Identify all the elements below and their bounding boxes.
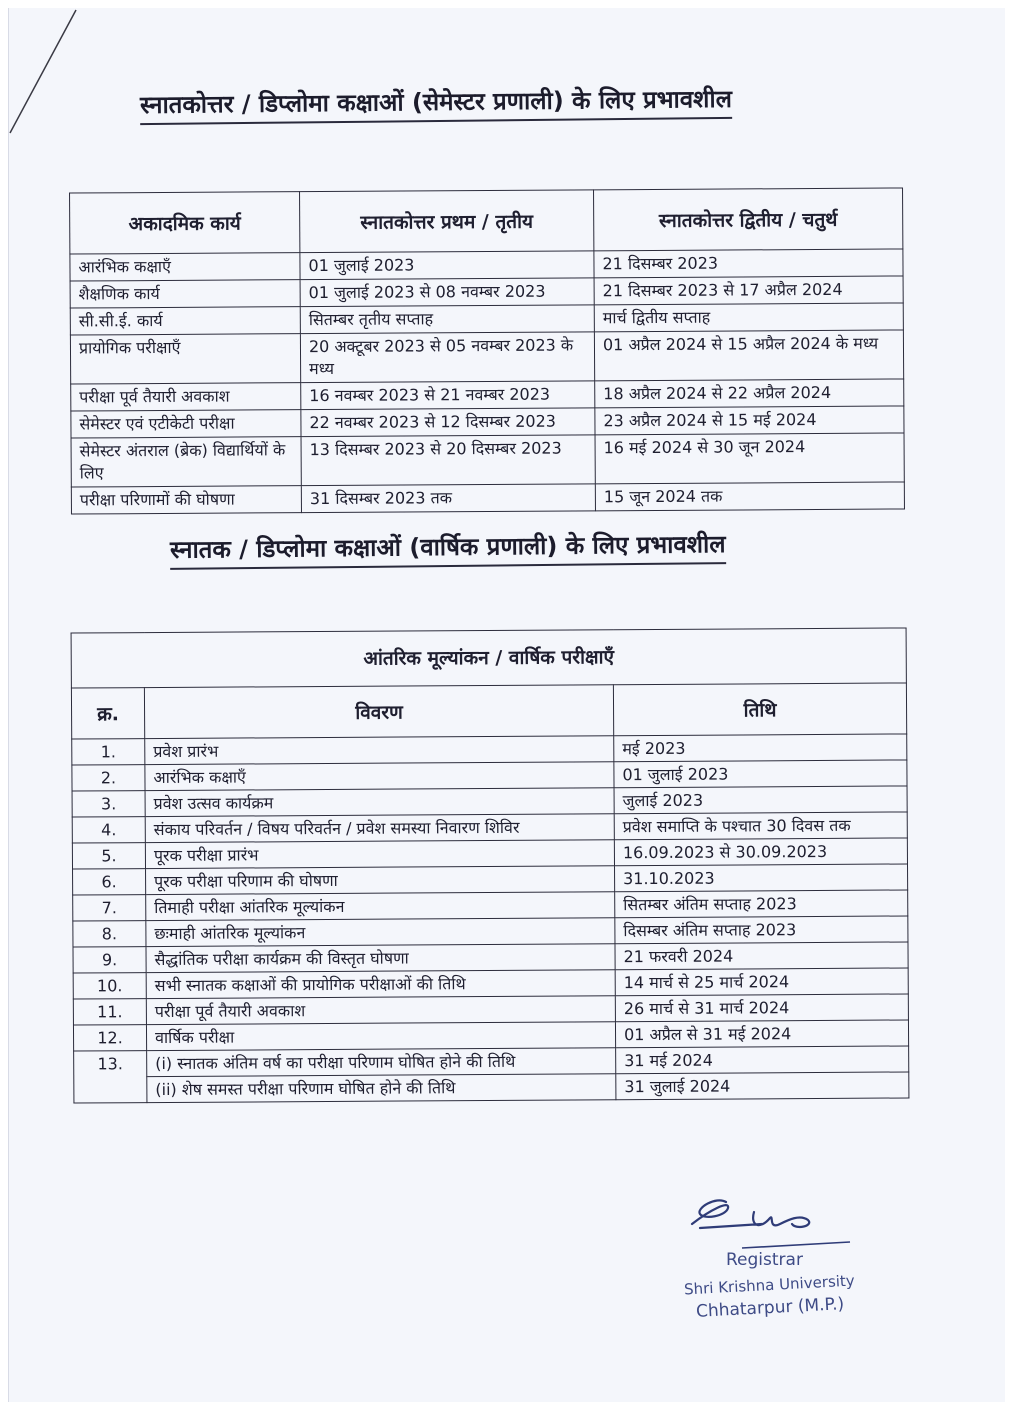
cell-description: वार्षिक परीक्षा [146, 1022, 615, 1051]
table-ug-schedule [71, 627, 910, 1103]
table-caption-row [71, 628, 906, 688]
cell-serial: 3. [72, 791, 145, 817]
table-caption: आंतरिक मूल्यांकन / वार्षिक परीक्षाएँ [71, 628, 906, 688]
cell-serial: 5. [72, 843, 145, 869]
folded-corner-mark [8, 8, 78, 138]
cell-date: जुलाई 2023 [614, 786, 907, 814]
table-row [70, 330, 903, 384]
cell-description: सैद्धांतिक परीक्षा कार्यक्रम की विस्तृत घोषणा [146, 944, 615, 973]
cell-date: 31 मई 2024 [616, 1046, 909, 1074]
cell-date: 16 नवम्बर 2023 से 21 नवम्बर 2023 [301, 381, 595, 410]
cell-activity: परीक्षा परिणामों की घोषणा [71, 486, 301, 514]
cell-description: सभी स्नातक कक्षाओं की प्रायोगिक परीक्षाओं की तिथि [146, 970, 615, 999]
cell-date: 22 नवम्बर 2023 से 12 दिसम्बर 2023 [301, 408, 595, 437]
cell-serial: 8. [73, 921, 146, 947]
table-pg-schedule [69, 187, 905, 514]
signature-org: Shri Krishna University [683, 1271, 856, 1299]
col-header-pg-second-fourth: स्नातकोत्तर द्वितीय / चतुर्थ [594, 188, 903, 251]
cell-date: 01 जुलाई 2023 से 08 नवम्बर 2023 [300, 278, 594, 307]
cell-serial: 2. [72, 765, 145, 791]
cell-date: 16.09.2023 से 30.09.2023 [614, 838, 907, 866]
cell-date: 01 जुलाई 2023 [300, 251, 594, 280]
cell-serial: 10. [73, 973, 146, 999]
cell-activity: शैक्षणिक कार्य [70, 280, 300, 308]
table-row [74, 1072, 909, 1103]
cell-date: 23 अप्रैल 2024 से 15 मई 2024 [595, 406, 904, 435]
cell-serial: 4. [72, 817, 145, 843]
cell-date: सितम्बर तृतीय सप्ताह [300, 305, 594, 334]
col-header-date: तिथि [613, 683, 906, 736]
table-header-row [70, 188, 903, 254]
cell-description: (ii) शेष समस्त परीक्षा परिणाम घोषित होने की तिथि [147, 1074, 616, 1103]
cell-date: सितम्बर अंतिम सप्ताह 2023 [615, 890, 908, 918]
cell-date: प्रवेश समाप्ति के पश्चात 30 दिवस तक [614, 812, 907, 840]
cell-serial: 1. [72, 739, 145, 765]
cell-description: आरंभिक कक्षाएँ [145, 762, 614, 791]
signature-place: Chhatarpur (M.P.) [695, 1294, 845, 1322]
cell-date: 26 मार्च से 31 मार्च 2024 [615, 994, 908, 1022]
cell-description: (i) स्नातक अंतिम वर्ष का परीक्षा परिणाम घोषित होने की तिथि [147, 1048, 616, 1077]
cell-date: 01 अप्रैल से 31 मई 2024 [615, 1020, 908, 1048]
cell-date: 15 जून 2024 तक [595, 482, 904, 511]
cell-description: पूरक परीक्षा परिणाम की घोषणा [146, 866, 615, 895]
cell-date: 31 दिसम्बर 2023 तक [301, 484, 595, 513]
heading-ug-annual: स्नातक / डिप्लोमा कक्षाओं (वार्षिक प्रणाली) के लिए प्रभावशील [170, 527, 726, 570]
cell-description: संकाय परिवर्तन / विषय परिवर्तन / प्रवेश समस्या निवारण शिविर [145, 814, 614, 843]
cell-date: 01 अप्रैल 2024 से 15 अप्रैल 2024 के मध्य [594, 330, 903, 381]
signature-block [660, 1190, 880, 1340]
cell-description: प्रवेश उत्सव कार्यक्रम [145, 788, 614, 817]
cell-date: मार्च द्वितीय सप्ताह [594, 303, 903, 332]
cell-serial: 9. [73, 947, 146, 973]
table-row [71, 482, 904, 514]
col-header-pg-first-third: स्नातकोत्तर प्रथम / तृतीय [300, 190, 594, 253]
col-header-description: विवरण [144, 685, 613, 739]
cell-serial: 7. [73, 895, 146, 921]
cell-date: 21 दिसम्बर 2023 से 17 अप्रैल 2024 [594, 276, 903, 305]
cell-date: दिसम्बर अंतिम सप्ताह 2023 [615, 916, 908, 944]
cell-description: छःमाही आंतरिक मूल्यांकन [146, 918, 615, 947]
cell-description: पूरक परीक्षा प्रारंभ [145, 840, 614, 869]
cell-date: 13 दिसम्बर 2023 से 20 दिसम्बर 2023 [301, 435, 595, 486]
cell-activity: प्रायोगिक परीक्षाएँ [70, 334, 300, 384]
cell-date: 18 अप्रैल 2024 से 22 अप्रैल 2024 [595, 379, 904, 408]
handwritten-signature [670, 1190, 870, 1254]
cell-date: 21 फरवरी 2024 [615, 942, 908, 970]
cell-activity: सेमेस्टर एवं एटीकेटी परीक्षा [71, 410, 301, 438]
cell-date: 21 दिसम्बर 2023 [594, 249, 903, 278]
col-header-activity: अकादमिक कार्य [70, 192, 300, 254]
cell-activity: आरंभिक कक्षाएँ [70, 253, 300, 281]
cell-activity: सेमेस्टर अंतराल (ब्रेक) विद्यार्थियों के लिए [71, 437, 301, 487]
table-header-row [71, 683, 906, 739]
cell-date: 20 अक्टूबर 2023 से 05 नवम्बर 2023 के मध्य [300, 332, 594, 383]
signature-title: Registrar [726, 1250, 803, 1270]
cell-date: मई 2023 [614, 734, 907, 762]
cell-date: 14 मार्च से 25 मार्च 2024 [615, 968, 908, 996]
cell-serial: 13. [74, 1051, 147, 1103]
cell-description: परीक्षा पूर्व तैयारी अवकाश [146, 996, 615, 1025]
cell-date: 31.10.2023 [615, 864, 908, 892]
cell-activity: सी.सी.ई. कार्य [70, 307, 300, 335]
cell-activity: परीक्षा पूर्व तैयारी अवकाश [71, 383, 301, 411]
cell-date: 31 जुलाई 2024 [616, 1072, 909, 1100]
cell-description: प्रवेश प्रारंभ [145, 736, 614, 765]
cell-serial: 11. [73, 999, 146, 1025]
cell-description: तिमाही परीक्षा आंतरिक मूल्यांकन [146, 892, 615, 921]
table-row [71, 433, 904, 487]
heading-pg-semester: स्नातकोत्तर / डिप्लोमा कक्षाओं (सेमेस्टर प्रणाली) के लिए प्रभावशील [140, 82, 732, 125]
cell-serial: 12. [73, 1025, 146, 1051]
cell-date: 01 जुलाई 2023 [614, 760, 907, 788]
cell-date: 16 मई 2024 से 30 जून 2024 [595, 433, 904, 484]
cell-serial: 6. [73, 869, 146, 895]
col-header-serial: क्र. [71, 688, 144, 739]
